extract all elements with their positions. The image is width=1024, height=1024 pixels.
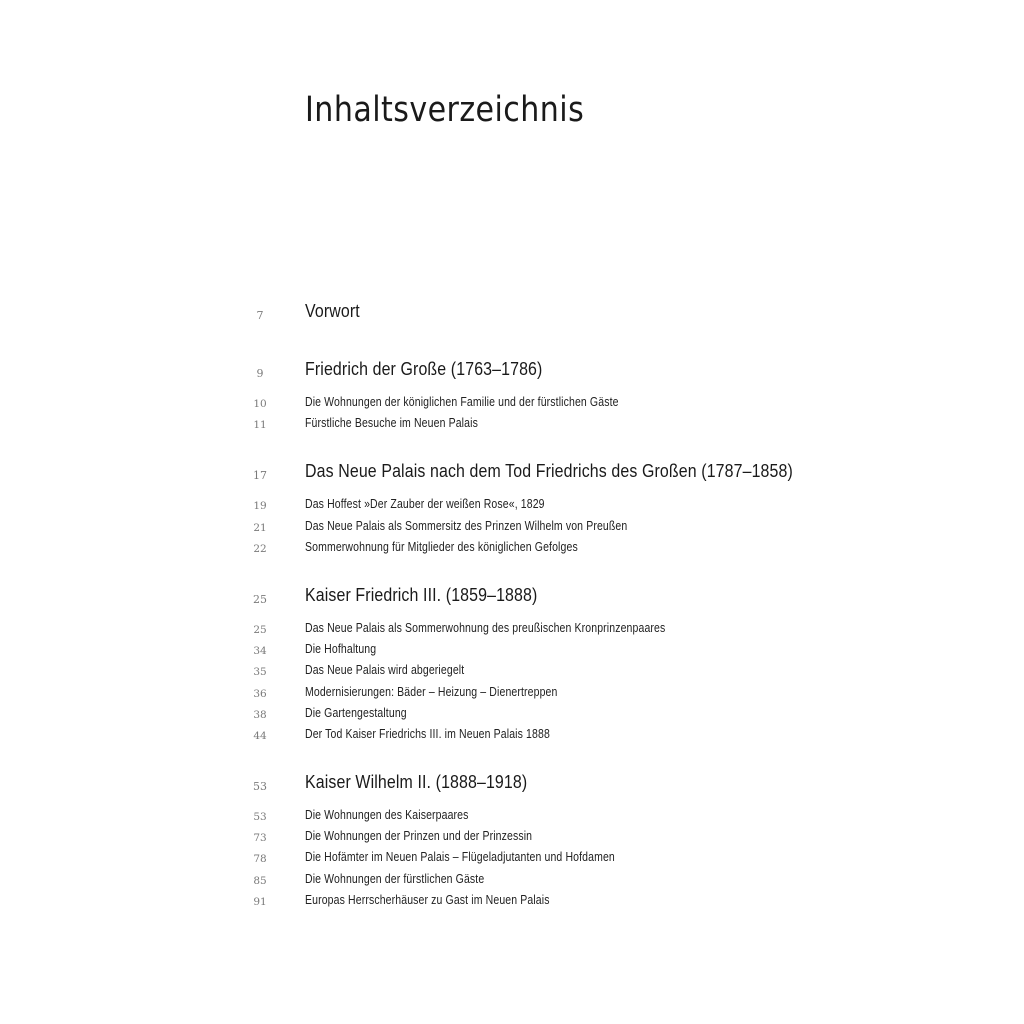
entry-page-number: 38	[253, 708, 267, 721]
chapter-title: Vorwort	[305, 300, 360, 321]
chapter-page-number: 17	[253, 469, 267, 483]
entry-title: Die Wohnungen des Kaiserpaares	[305, 808, 469, 823]
entry-page-number: 44	[253, 729, 267, 742]
entry-title: Die Hofämter im Neuen Palais – Flügeladjutanten und Hofdamen	[305, 850, 615, 865]
entry-title: Die Hofhaltung	[305, 642, 377, 657]
entry-title: Europas Herrscherhäuser zu Gast im Neuen Palais	[305, 892, 550, 907]
entry-page-number: 73	[253, 832, 267, 845]
entry-page-number: 78	[253, 853, 267, 866]
toc-chapter-kaiser-wilhelm-ii[interactable]	[0, 767, 1024, 803]
entry-page-number: 36	[253, 687, 267, 700]
toc-chapter-neues-palais-nach-tod[interactable]	[0, 456, 1024, 492]
chapter-title: Das Neue Palais nach dem Tod Friedrichs des Großen (1787–1858)	[305, 460, 793, 482]
entry-page-number: 85	[253, 874, 267, 887]
entry-title: Das Neue Palais als Sommersitz des Prinzen Wilhelm von Preußen	[305, 518, 628, 533]
entry-title: Modernisierungen: Bäder – Heizung – Dienertreppen	[305, 684, 558, 699]
entry-title: Die Wohnungen der königlichen Familie und der fürstlichen Gäste	[305, 395, 619, 409]
entry-page-number: 91	[253, 895, 267, 908]
toc-entry[interactable]	[0, 539, 1024, 560]
entry-title: Die Wohnungen der fürstlichen Gäste	[305, 871, 485, 886]
toc-entry[interactable]	[0, 684, 1024, 705]
toc-entry[interactable]	[0, 892, 1024, 913]
entry-title: Der Tod Kaiser Friedrichs III. im Neuen Palais 1888	[305, 726, 550, 741]
entry-page-number: 21	[253, 521, 267, 534]
page-title: Inhaltsverzeichnis	[305, 90, 585, 130]
entry-title: Das Neue Palais wird abgeriegelt	[305, 663, 465, 678]
toc-entry[interactable]	[0, 726, 1024, 747]
toc-entry[interactable]	[0, 394, 1024, 415]
entry-page-number: 19	[253, 500, 267, 513]
toc-entry[interactable]	[0, 828, 1024, 849]
toc-entry[interactable]	[0, 871, 1024, 892]
entry-title: Die Wohnungen der Prinzen und der Prinzessin	[305, 829, 533, 844]
chapter-title: Kaiser Friedrich III. (1859–1888)	[305, 583, 538, 605]
chapter-title: Kaiser Wilhelm II. (1888–1918)	[305, 771, 528, 793]
entry-page-number: 34	[253, 645, 267, 658]
toc-entry[interactable]	[0, 518, 1024, 539]
chapter-page-number: 53	[253, 780, 267, 794]
toc-entry[interactable]	[0, 705, 1024, 726]
entry-title: Das Neue Palais als Sommerwohnung des preußischen Kronprinzenpaares	[305, 620, 666, 635]
entry-page-number: 22	[253, 542, 267, 555]
entry-title: Das Hoffest »Der Zauber der weißen Rose«, 1829	[305, 497, 545, 512]
toc-entry[interactable]	[0, 496, 1024, 517]
chapter-page-number: 25	[253, 592, 267, 606]
entry-title: Fürstliche Besuche im Neuen Palais	[305, 416, 478, 431]
entry-page-number: 25	[253, 623, 267, 636]
table-of-contents	[0, 296, 1024, 913]
chapter-title: Friedrich der Große (1763–1786)	[305, 358, 543, 379]
entry-title: Die Gartengestaltung	[305, 705, 407, 720]
entry-page-number: 53	[253, 811, 267, 824]
toc-entry[interactable]	[0, 807, 1024, 828]
toc-entry[interactable]	[0, 849, 1024, 870]
entry-page-number: 10	[253, 398, 267, 410]
chapter-page-number: 9	[256, 367, 264, 380]
entry-title: Sommerwohnung für Mitglieder des königlichen Gefolges	[305, 539, 578, 554]
toc-entry[interactable]	[0, 662, 1024, 683]
toc-entry[interactable]	[0, 415, 1024, 436]
toc-chapter-kaiser-friedrich-iii[interactable]	[0, 580, 1024, 616]
entry-page-number: 11	[253, 419, 267, 432]
chapter-page-number: 7	[256, 309, 264, 322]
toc-chapter-vorwort[interactable]	[0, 296, 1024, 332]
toc-entry[interactable]	[0, 620, 1024, 641]
entry-page-number: 35	[253, 666, 267, 679]
toc-chapter-friedrich-der-grosse[interactable]	[0, 354, 1024, 390]
toc-entry[interactable]	[0, 641, 1024, 662]
